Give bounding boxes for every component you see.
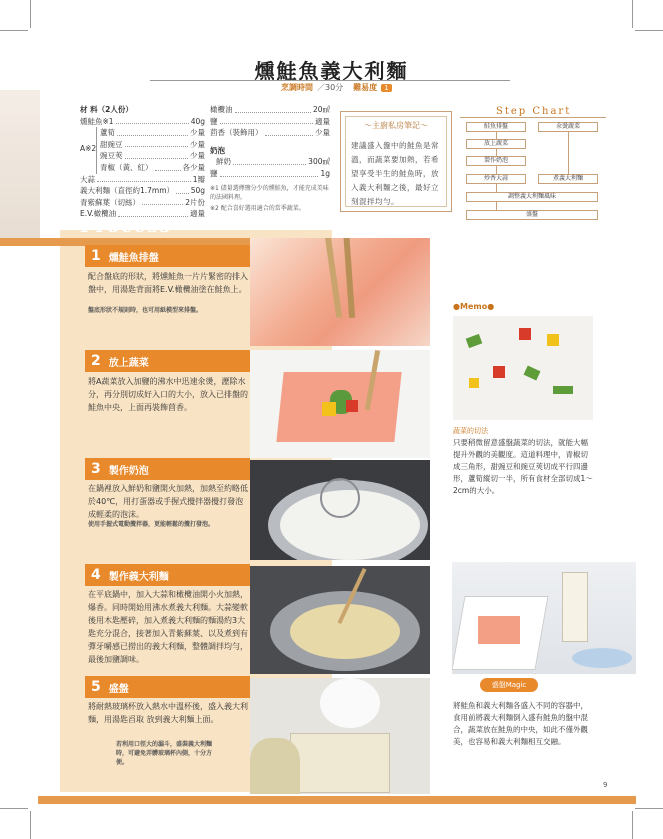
step-chart-node: 放上蔬菜 bbox=[466, 139, 526, 149]
ingredient-row bbox=[80, 174, 205, 186]
magic-text: 將鮭魚和義大利麵各盛入不同的容器中，食用前將義大利麵倒入盛有鮭魚的盤中混合，蔬菜放在鮭魚的中央，如此不僅外觀美，也容易和義大利麵相互交融。 bbox=[453, 701, 588, 746]
ingredient-name: 青椒（黃、紅） bbox=[100, 162, 153, 172]
step-4-photo bbox=[250, 566, 430, 674]
ingredient-name: 橄欖油 bbox=[210, 105, 233, 114]
step-1-body: 配合盤底的形狀，將燻鮭魚一片片緊密的排入盤中，用湯匙背面將E.V.橄欖油塗在鮭魚上。 bbox=[88, 272, 248, 294]
step-number: 4 bbox=[91, 567, 101, 583]
page-title: 燻鮭魚義大利麵 bbox=[254, 59, 409, 83]
crop-mark bbox=[635, 30, 663, 31]
chef-note-text: 建議盛入盤中的鮭魚是常溫，而蔬菜要加熱，若希望享受半生的鮭魚時，放入義大利麵之後，最好立刻混拌均勻。 bbox=[351, 141, 439, 206]
step-number: 5 bbox=[91, 679, 101, 695]
ingredient-row bbox=[100, 162, 205, 174]
ingredient-note: ※1 儘量選擇鹽分少的燻鮭魚，才能充成美味的法國料理。 bbox=[210, 184, 329, 201]
crop-mark bbox=[0, 30, 28, 31]
step-4-header bbox=[85, 564, 250, 586]
ingredient-name: 義大利麵（直徑約1.7mm） bbox=[80, 186, 175, 196]
ingredient-row bbox=[100, 139, 205, 151]
ingredient-qty: 2片份 bbox=[185, 197, 205, 207]
ingredient-qty: 少量 bbox=[190, 128, 205, 138]
crop-mark bbox=[632, 811, 633, 839]
step-1-photo bbox=[250, 238, 430, 346]
crop-mark bbox=[30, 0, 31, 28]
step-title: 製作奶泡 bbox=[108, 465, 149, 477]
ingredient-qty: 20㎖ bbox=[312, 105, 330, 114]
ingredient-qty: 少量 bbox=[315, 128, 330, 138]
ingredient-name: 鹽 bbox=[210, 168, 218, 178]
step-number: 2 bbox=[91, 353, 101, 369]
ingredients-heading: 材 料（2人份） bbox=[80, 105, 133, 114]
crop-mark bbox=[0, 808, 28, 809]
time-label: 烹調時間 bbox=[281, 83, 313, 92]
ingredient-qty: 300㎖ bbox=[308, 157, 330, 167]
step-number: 1 bbox=[91, 248, 101, 264]
ingredient-qty: 少量 bbox=[190, 139, 205, 149]
step-4-body: 在平底鍋中，加入大蒜和橄欖油開小火加熱，爆香。同時開始用沸水煮義大利麵。大蒜變軟後用木匙壓碎，加入煮義大利麵的麵湯約3大匙充分混合，接著加入青紫蘇葉、以及煮到有彈牙嚼感已撈出的義大利麵，整體調拌均勻，最後加鹽調味。 bbox=[88, 590, 248, 664]
step-2-photo bbox=[250, 350, 430, 458]
ingredient-name: 豌豆莢 bbox=[100, 151, 123, 161]
step-2-header bbox=[85, 350, 250, 372]
step-2-body: 將A蔬菜放入加鹽的沸水中迅速氽燙，瀝除水分，再分別切成好入口的大小，放入已排盤的鮭魚中央，上面再裝飾茴香。 bbox=[88, 377, 248, 412]
ingredient-row bbox=[80, 197, 205, 209]
memo-label: ●Memo● bbox=[453, 302, 495, 311]
difficulty-label: 難易度 bbox=[353, 83, 378, 92]
milk-heading: 奶泡 bbox=[210, 145, 225, 155]
process-heading: Process bbox=[80, 216, 172, 237]
step-chart-node: 製作奶泡 bbox=[466, 156, 526, 166]
ingredient-row bbox=[80, 116, 205, 128]
ingredient-name: 甜豌豆 bbox=[100, 139, 123, 149]
ingredient-qty: 40g bbox=[190, 116, 205, 126]
ingredient-row bbox=[210, 116, 330, 128]
ingredient-row bbox=[210, 156, 330, 168]
step-chart-node: 炒香大蒜 bbox=[466, 174, 526, 184]
difficulty-badge: 1 bbox=[381, 84, 391, 92]
ingredient-qty: 少量 bbox=[190, 151, 205, 161]
ingredient-note: ※2 配合喜好選用適合的當季蔬菜。 bbox=[210, 204, 305, 212]
step-3-header bbox=[85, 458, 250, 480]
step-5-note: 若利用口徑大的漏斗，盛裝義大利麵時，可避免弄髒玻璃杯內側，十分方便。 bbox=[116, 741, 213, 766]
ingredient-row bbox=[210, 127, 330, 139]
page-number: 9 bbox=[603, 781, 608, 789]
step-title: 放上蔬菜 bbox=[108, 357, 149, 369]
step-5-body: 將耐熱玻璃杯放入熱水中溫杯後，盛入義大利麵，用湯匙舀取 放到義大利麵上面。 bbox=[88, 702, 248, 724]
ingredient-qty: 各少量 bbox=[182, 162, 205, 172]
step-chart-node: 氽燙蔬菜 bbox=[538, 122, 598, 132]
step-chart-node: 盛盤 bbox=[466, 210, 598, 220]
step-1-header bbox=[85, 245, 250, 267]
magic-label: 盛盤Magic bbox=[480, 678, 538, 692]
ingredient-row bbox=[100, 150, 205, 162]
step-3-photo bbox=[250, 460, 430, 560]
ingredient-name: 青紫蘇葉（切絲） bbox=[80, 197, 140, 207]
step-5-header bbox=[85, 676, 250, 698]
recipe-meta bbox=[281, 82, 392, 93]
chef-note-title: ～主廚私房筆記～ bbox=[364, 121, 428, 130]
step-5-photo bbox=[250, 678, 430, 794]
step-chart-node: 調整義大利麵風味 bbox=[466, 192, 598, 202]
ingredient-name: 茴香（裝飾用） bbox=[210, 128, 263, 138]
ingredient-row bbox=[210, 168, 330, 180]
ingredient-name: 鮮奶 bbox=[216, 157, 231, 167]
step-3-note: 使用手握式電動攪拌器，更能輕鬆的攪打發泡。 bbox=[88, 521, 215, 528]
ingredient-qty: 1瓣 bbox=[192, 174, 205, 184]
step-chart-node: 鮭魚排盤 bbox=[466, 122, 526, 132]
ingredient-name: 蘆筍 bbox=[100, 128, 115, 138]
step-title: 製作義大利麵 bbox=[108, 571, 169, 583]
memo-photo bbox=[453, 316, 593, 420]
left-decor-image bbox=[0, 90, 40, 240]
step-title: 盛盤 bbox=[108, 683, 129, 695]
step-1-note: 盤底形狀不規則時，也可用紙模型來排盤。 bbox=[88, 307, 203, 314]
crop-mark bbox=[30, 811, 31, 839]
ingredient-row bbox=[80, 185, 205, 197]
ingredient-name: 燻鮭魚※1 bbox=[80, 116, 114, 126]
step-chart-rule bbox=[460, 117, 606, 118]
ingredient-qty: 適量 bbox=[190, 209, 205, 219]
step-number: 3 bbox=[91, 461, 101, 477]
ingredient-row bbox=[100, 127, 205, 139]
ingredients-list bbox=[80, 104, 205, 220]
ingredient-name: 大蒜 bbox=[80, 174, 95, 184]
plating-photo bbox=[452, 562, 636, 674]
memo-text: 只要稍微留意盛盤蔬菜的切法，就能大幅提升外觀的美觀度。這道料理中，青椒切成三角形，甜豌豆和豌豆莢切成平行四邊形，蘆筍縱切一半，所有食材全部切成1～2cm的大小。 bbox=[453, 438, 593, 495]
step-3-body: 在鍋裡放入鮮奶和鹽開火加熱，加熱至約略低於40℃，用打蛋器或手握式攪拌器攪打發泡成輕柔的泡沫。 bbox=[88, 484, 248, 519]
bottom-band bbox=[38, 796, 636, 804]
ingredient-qty: 1g bbox=[320, 168, 330, 178]
ingredients-list-2 bbox=[210, 104, 330, 213]
crop-mark bbox=[635, 808, 663, 809]
crop-mark bbox=[632, 0, 633, 28]
chef-note-box bbox=[340, 111, 452, 212]
memo-caption: 蔬菜的切法 bbox=[453, 427, 488, 435]
step-chart-node: 煮義大利麵 bbox=[538, 174, 598, 184]
step-chart-title: Step Chart bbox=[496, 106, 572, 117]
ingredient-qty: 適量 bbox=[315, 116, 330, 126]
ingredient-name: 鹽 bbox=[210, 116, 218, 126]
ingredient-qty: 50g bbox=[190, 186, 205, 196]
ingredient-name: E.V.橄欖油 bbox=[80, 209, 117, 219]
step-title: 燻鮭魚排盤 bbox=[108, 252, 159, 264]
title-rule bbox=[150, 80, 510, 81]
ingredient-row bbox=[210, 104, 330, 116]
time-value: ／30分 bbox=[317, 83, 344, 92]
group-a-label: A※2 bbox=[80, 144, 97, 154]
